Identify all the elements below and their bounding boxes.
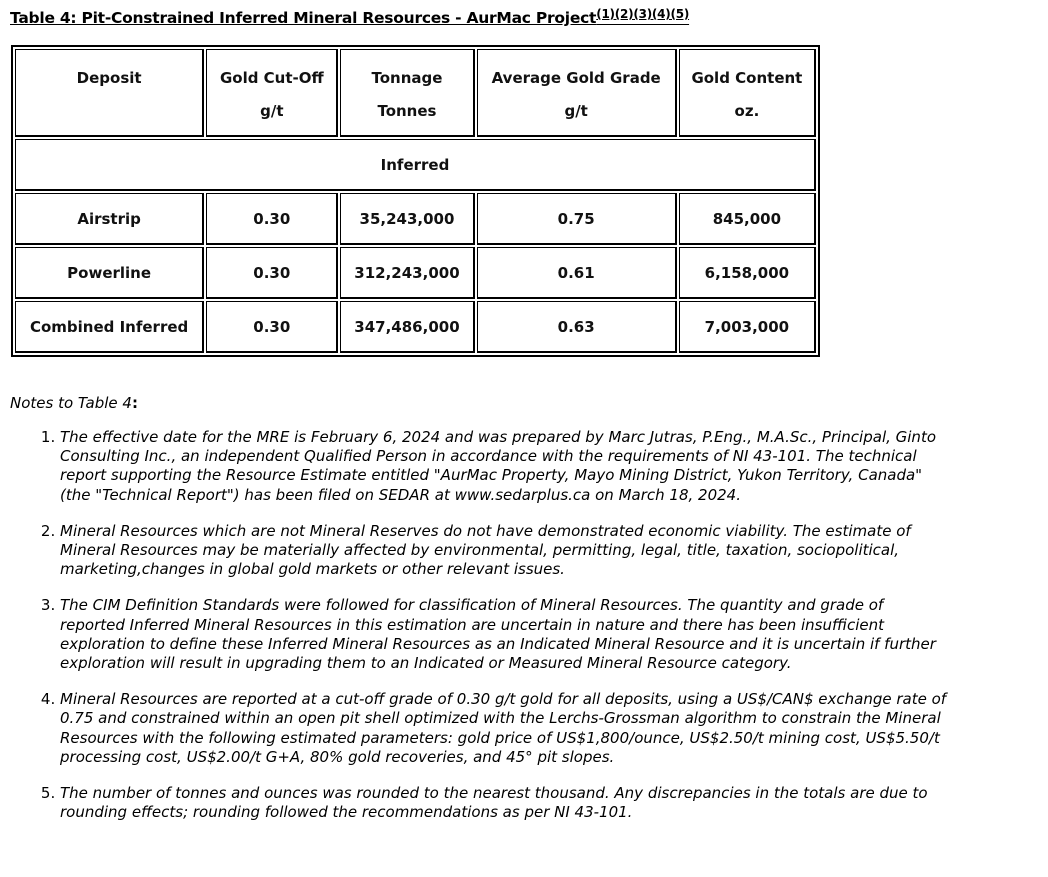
header-unit: g/t [564, 102, 588, 120]
header-unit: Tonnes [377, 102, 437, 120]
header-gold-cutoff [206, 49, 338, 137]
cell-deposit: Powerline [15, 247, 204, 299]
cell-tonnage: 347,486,000 [340, 301, 474, 353]
header-label: Tonnage [371, 69, 443, 87]
notes-heading-text: Notes to Table 4 [10, 394, 132, 412]
header-gold-content [679, 49, 816, 137]
header-tonnage [340, 49, 474, 137]
header-label: Gold Content [691, 69, 803, 87]
table-title-text: Table 4: Pit-Constrained Inferred Mineral Resources - AurMac Project [10, 9, 597, 27]
header-deposit [15, 49, 204, 137]
header-label: Average Gold Grade [491, 69, 661, 87]
table-row [15, 301, 816, 353]
cell-cutoff: 0.30 [206, 247, 338, 299]
table-header-row [15, 49, 816, 137]
footnote-references[interactable]: (1)(2)(3)(4)(5) [596, 7, 690, 21]
cell-tonnage: 312,243,000 [340, 247, 474, 299]
cell-grade: 0.63 [477, 301, 677, 353]
note-item: 5. The number of tonnes and ounces was rounded to the nearest thousand. Any discrepancies in the totals are due to rounding effects; rounding followed the recommendations as per NI 43-101. [60, 784, 950, 822]
cell-deposit: Combined Inferred [15, 301, 204, 353]
table-row [15, 247, 816, 299]
section-row [15, 139, 816, 191]
header-label: Gold Cut-Off [219, 69, 324, 87]
cell-deposit: Airstrip [15, 193, 204, 245]
cell-content: 845,000 [679, 193, 816, 245]
cell-tonnage: 35,243,000 [340, 193, 474, 245]
cell-cutoff: 0.30 [206, 193, 338, 245]
section-label-inferred: Inferred [15, 139, 816, 191]
header-label: Deposit [76, 69, 142, 87]
header-average-gold-grade [477, 49, 677, 137]
notes-heading-colon: : [131, 394, 138, 412]
notes-list [37, 428, 950, 839]
table-title [10, 7, 689, 27]
cell-content: 6,158,000 [679, 247, 816, 299]
header-unit: oz. [734, 102, 760, 120]
note-item: 3. The CIM Definition Standards were followed for classification of Mineral Resources. The quantity and grade of reported Inferred Mineral Resources in this estimation are uncertain in nature and there has been insufficient exploration to define these Inferred Mineral Resources as an Indicated Mineral Resource and it is uncertain if further exploration will result in upgrading them to an Indicated or Measured Mineral Resource category. [60, 596, 950, 673]
note-item: 2. Mineral Resources which are not Mineral Reserves do not have demonstrated economic viability. The estimate of Mineral Resources may be materially affected by environmental, permitting, legal, title, taxation, sociopolitical, marketing,changes in global gold markets or other relevant issues. [60, 522, 950, 580]
note-item: 1. The effective date for the MRE is February 6, 2024 and was prepared by Marc Jutras, P.Eng., M.A.Sc., Principal, Ginto Consulting Inc., an independent Qualified Person in accordance with the requirements of NI 43-101. The technical report supporting the Resource Estimate entitled "AurMac Property, Mayo Mining District, Yukon Territory, Canada" (the "Technical Report") has been filed on SEDAR at www.sedarplus.ca on March 18, 2024. [60, 428, 950, 505]
cell-grade: 0.75 [477, 193, 677, 245]
cell-cutoff: 0.30 [206, 301, 338, 353]
cell-grade: 0.61 [477, 247, 677, 299]
table-row [15, 193, 816, 245]
mineral-resources-table [11, 45, 820, 357]
header-unit: g/t [260, 102, 284, 120]
cell-content: 7,003,000 [679, 301, 816, 353]
notes-heading [10, 394, 138, 412]
note-item: 4. Mineral Resources are reported at a cut-off grade of 0.30 g/t gold for all deposits, using a US$/CAN$ exchange rate of 0.75 and constrained within an open pit shell optimized with the Lerchs-Grossman algorithm to constrain the Mineral Resources with the following estimated parameters: gold price of US$1,800/ounce, US$2.50/t mining cost, US$5.50/t processing cost, US$2.00/t G+A, 80% gold recoveries, and 45° pit slopes. [60, 690, 950, 767]
